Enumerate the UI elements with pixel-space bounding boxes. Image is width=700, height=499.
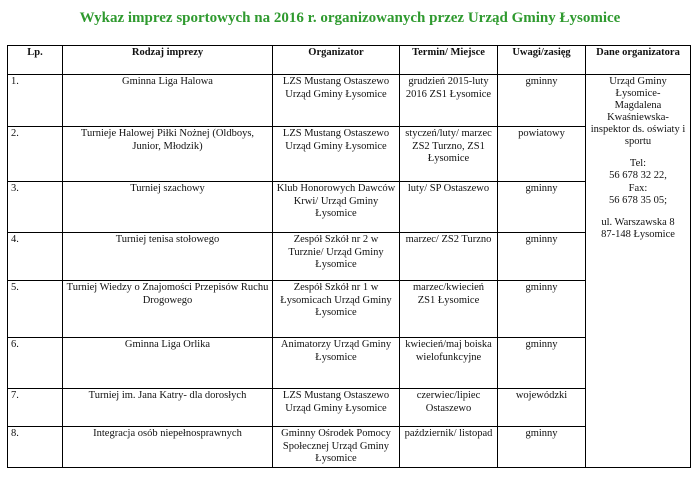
event-name: Gminna Liga Orlika: [63, 338, 273, 389]
event-organizer: Gminny Ośrodek Pomocy Społecznej Urząd Gminy Łysomice: [273, 427, 400, 468]
contact-postal: 87-148 Łysomice: [601, 228, 675, 240]
event-date-place: październik/ listopad: [400, 427, 498, 468]
event-scope: wojewódzki: [498, 389, 586, 427]
event-scope: powiatowy: [498, 127, 586, 182]
header-organizer: Organizator: [273, 46, 400, 75]
event-name: Turniej tenisa stołowego: [63, 233, 273, 281]
event-organizer: Animatorzy Urząd Gminy Łysomice: [273, 338, 400, 389]
row-number: 7.: [8, 389, 63, 427]
event-name: Turniej Wiedzy o Znajomości Przepisów Ruchu Drogowego: [63, 281, 273, 338]
contact-fax: 56 678 35 05;: [608, 194, 668, 206]
events-table: [7, 45, 691, 468]
event-organizer: LZS Mustang Ostaszewo Urząd Gminy Łysomice: [273, 389, 400, 427]
row-number: 4.: [8, 233, 63, 281]
row-number: 3.: [8, 182, 63, 233]
contact-tel: 56 678 32 22,: [609, 170, 667, 182]
header-type: Rodzaj imprezy: [63, 46, 273, 75]
contact-tel-label: Tel:: [629, 158, 647, 170]
event-date-place: styczeń/luty/ marzec ZS2 Turzno, ZS1 Łysomice: [400, 127, 498, 182]
event-scope: gminny: [498, 338, 586, 389]
event-date-place: marzec/ ZS2 Turzno: [400, 233, 498, 281]
header-notes: Uwagi/zasięg: [498, 46, 586, 75]
event-date-place: marzec/kwiecień ZS1 Łysomice: [400, 281, 498, 338]
event-name: Turniej szachowy: [63, 182, 273, 233]
event-organizer: Zespół Szkół nr 2 w Turznie/ Urząd Gminy Łysomice: [273, 233, 400, 281]
row-number: 8.: [8, 427, 63, 468]
event-scope: gminny: [498, 182, 586, 233]
event-organizer: Klub Honorowych Dawców Krwi/ Urząd Gminy Łysomice: [273, 182, 400, 233]
event-date-place: kwiecień/maj boiska wielofunkcyjne: [400, 338, 498, 389]
event-scope: gminny: [498, 281, 586, 338]
header-date-place: Termin/ Miejsce: [400, 46, 498, 75]
page-title: Wykaz imprez sportowych na 2016 r. organizowanych przez Urząd Gminy Łysomice: [79, 10, 621, 26]
event-organizer: Zespół Szkół nr 1 w Łysomicach Urząd Gminy Łysomice: [273, 281, 400, 338]
row-number: 1.: [8, 75, 63, 127]
event-name: Gminna Liga Halowa: [63, 75, 273, 127]
row-number: 6.: [8, 338, 63, 389]
event-organizer: LZS Mustang Ostaszewo Urząd Gminy Łysomice: [273, 75, 400, 127]
row-number: 5.: [8, 281, 63, 338]
table-row: [8, 75, 691, 127]
contact-fax-label: Fax:: [628, 182, 648, 194]
header-lp: Lp.: [8, 46, 63, 75]
event-name: Integracja osób niepełnosprawnych: [63, 427, 273, 468]
event-name: Turnieje Halowej Piłki Nożnej (Oldboys, Junior, Młodzik): [63, 127, 273, 182]
event-date-place: czerwiec/lipiec Ostaszewo: [400, 389, 498, 427]
event-scope: gminny: [498, 427, 586, 468]
event-name: Turniej im. Jana Katry- dla dorosłych: [63, 389, 273, 427]
event-date-place: luty/ SP Ostaszewo: [400, 182, 498, 233]
header-row: [8, 46, 691, 75]
contact-position: inspektor ds. oświaty i sportu: [590, 124, 686, 148]
organizer-details: [586, 75, 691, 468]
row-number: 2.: [8, 127, 63, 182]
event-organizer: LZS Mustang Ostaszewo Urząd Gminy Łysomice: [273, 127, 400, 182]
contact-office: Urząd Gminy Łysomice-: [609, 76, 667, 100]
event-scope: gminny: [498, 233, 586, 281]
contact-person: Magdalena Kwaśniewska-: [607, 100, 669, 124]
event-date-place: grudzień 2015-luty 2016 ZS1 Łysomice: [400, 75, 498, 127]
header-contact: Dane organizatora: [586, 46, 691, 75]
event-scope: gminny: [498, 75, 586, 127]
contact-street: ul. Warszawska 8: [601, 216, 675, 228]
